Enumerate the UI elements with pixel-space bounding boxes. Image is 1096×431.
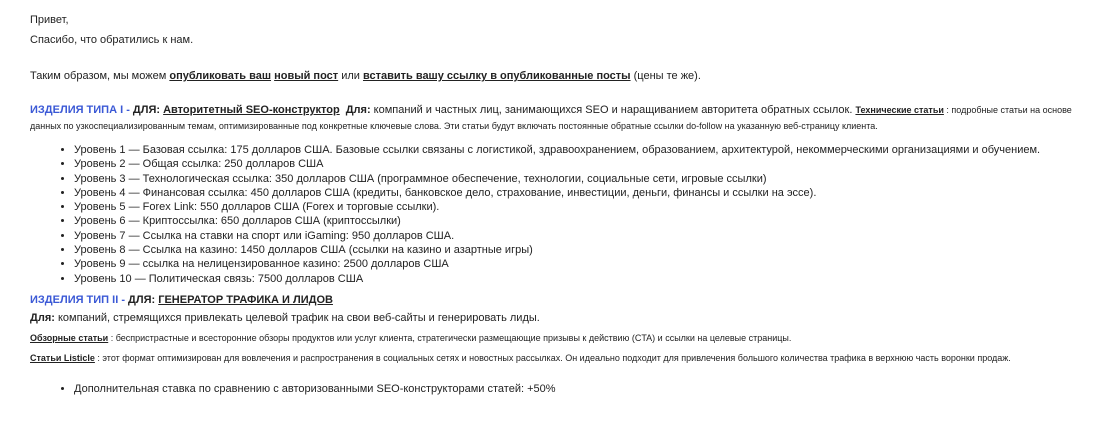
thanks-line: Спасибо, что обратились к нам. xyxy=(30,34,194,46)
new-post-link[interactable]: новый пост xyxy=(274,70,339,82)
publish-link[interactable]: опубликовать ваш xyxy=(169,70,272,82)
list-item: • Уровень 2 — Общая ссылка: 250 долларов США xyxy=(74,157,1090,171)
list-item: • Дополнительная ставка по сравнению с авторизованными SEO-конструкторами статей: +50% xyxy=(74,382,1090,396)
section-2-for2-text: компаний, стремящихся привлекать целевой трафик на свои веб-сайты и генерировать лиды. xyxy=(54,311,540,324)
list-item: • Уровень 8 — Ссылка на казино: 1450 долларов США (ссылки на казино и азартные игры) xyxy=(74,243,1090,257)
section-1-for2-text: компаний и частных лиц, занимающихся SEO и наращиванием авторитета обратных ссылок. xyxy=(370,104,856,116)
section-type-2 xyxy=(30,292,1090,396)
tech-articles-text: : подробные статьи на основе данных по узкоспециализированным темам, оптимизированные под конкретные ключевые слова. Эти статьи будут включать постоянные обратные ссылки do-follow на указанную веб-страницу клиента. xyxy=(30,105,1072,131)
section-1-heading xyxy=(30,102,1090,134)
section-2-audience xyxy=(30,310,1090,326)
section-2-for-label: ДЛЯ: xyxy=(128,293,159,306)
review-articles-label[interactable]: Обзорные статьи xyxy=(30,332,109,343)
intro-pre: Таким образом, мы можем xyxy=(30,70,170,82)
review-articles xyxy=(30,330,1090,346)
email-body xyxy=(30,12,1090,396)
section-1-product[interactable]: Авторитетный SEO-конструктор xyxy=(163,104,340,116)
section-type-1 xyxy=(30,102,1090,286)
section-1-for2-label: Для: xyxy=(345,104,371,116)
list-item: • Уровень 7 — Ссылка на ставки на спорт или iGaming: 950 долларов США. xyxy=(74,229,1090,243)
section-2-title: ИЗДЕЛИЯ ТИП II - xyxy=(30,293,129,306)
listicle-articles-text: : этот формат оптимизирован для вовлечения и распространения в социальных сетях и новостных рассылках. Он идеально подходит для привлечения большого количества трафика в верхнюю часть воронки продаж. xyxy=(94,352,1011,363)
section-1-title: ИЗДЕЛИЯ ТИПА I - xyxy=(30,104,133,116)
intro-post: (цены те же). xyxy=(630,70,701,82)
review-articles-text: : беспристрастные и всесторонние обзоры продуктов или услуг клиента, стратегически размещающие призывы к действию (CTA) и ссылки на целевые страницы. xyxy=(108,332,792,343)
greeting: Привет, xyxy=(30,14,69,26)
extra-list xyxy=(30,382,1090,396)
listicle-articles-label[interactable]: Статьи Listicle xyxy=(30,352,95,363)
tech-articles-label[interactable]: Технические статьи xyxy=(855,105,944,115)
list-item: • Уровень 1 — Базовая ссылка: 175 долларов США. Базовые ссылки связаны с логистикой, здравоохранением, образованием, архитектурой, некоммерческими организациями и обучением. xyxy=(74,143,1090,157)
section-2-product[interactable]: ГЕНЕРАТОР ТРАФИКА И ЛИДОВ xyxy=(158,293,333,306)
intro-paragraph xyxy=(30,68,1090,84)
insert-link-link[interactable]: вставить вашу ссылку в опубликованные посты xyxy=(362,70,631,82)
list-item: • Уровень 5 — Forex Link: 550 долларов США (Forex и торговые ссылки). xyxy=(74,200,1090,214)
list-item: • Уровень 10 — Политическая связь: 7500 долларов США xyxy=(74,272,1090,286)
list-item: • Уровень 6 — Криптоссылка: 650 долларов США (криптоссылки) xyxy=(74,214,1090,228)
list-item: • Уровень 4 — Финансовая ссылка: 450 долларов США (кредиты, банковское дело, страхование, инвестиции, деньги, финансы и ссылки на эссе). xyxy=(74,186,1090,200)
listicle-articles xyxy=(30,350,1090,366)
intro-mid: или xyxy=(338,70,363,82)
list-item: • Уровень 3 — Технологическая ссылка: 350 долларов США (программное обеспечение, технологии, социальные сети, игровые ссылки) xyxy=(74,172,1090,186)
section-2-heading xyxy=(30,292,1090,308)
levels-list xyxy=(30,143,1090,286)
section-1-for-label: ДЛЯ: xyxy=(132,104,164,116)
section-2-for2-label: Для: xyxy=(30,311,55,324)
list-item: • Уровень 9 — ссылка на нелицензированное казино: 2500 долларов США xyxy=(74,257,1090,271)
